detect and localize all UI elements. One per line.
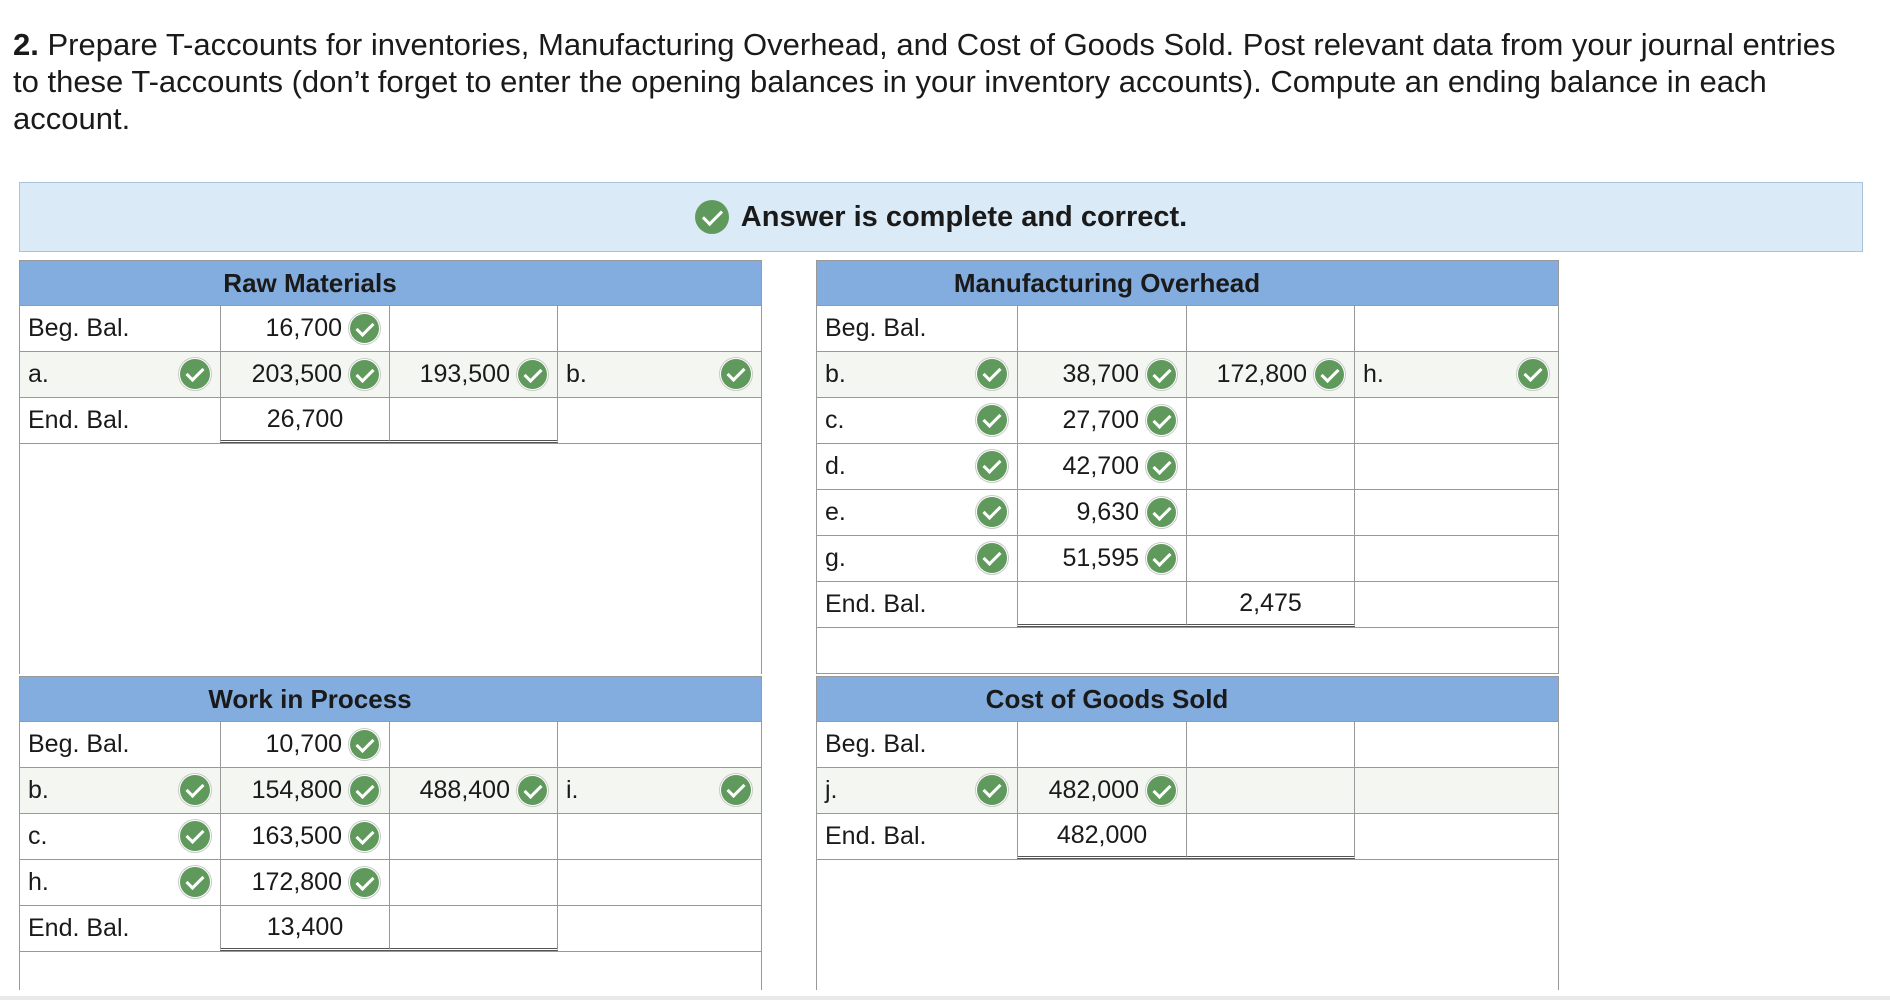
debit-cell[interactable] <box>1017 306 1187 351</box>
t-account-row <box>817 490 1558 536</box>
row-label: c. <box>28 822 48 850</box>
row-label: h. <box>28 868 49 896</box>
t-account-title: Work in Process <box>208 683 412 714</box>
right-label-cell[interactable] <box>558 352 761 397</box>
debit-value: 27,700 <box>1062 406 1139 434</box>
t-account-header <box>817 676 1558 722</box>
row-label: d. <box>825 452 846 480</box>
row-label: e. <box>825 498 846 526</box>
debit-cell[interactable] <box>1017 536 1187 581</box>
ending-balance-debit: 13,400 <box>220 906 390 951</box>
right-label-cell <box>558 398 761 443</box>
check-circle-icon <box>1315 360 1344 389</box>
credit-cell[interactable] <box>390 768 558 813</box>
question-number: 2. <box>13 27 39 62</box>
t-account-row <box>817 722 1558 768</box>
t-account-row <box>20 860 761 906</box>
row-label: c. <box>825 406 845 434</box>
t-account-title: Raw Materials <box>223 267 397 298</box>
right-label: b. <box>566 360 587 388</box>
check-circle-icon <box>350 868 379 897</box>
check-circle-icon <box>518 776 547 805</box>
row-label: g. <box>825 544 846 572</box>
right-label-cell[interactable] <box>1355 352 1558 397</box>
t-account-row <box>20 722 761 768</box>
debit-value: 10,700 <box>265 730 342 758</box>
check-circle-icon <box>350 730 379 759</box>
credit-value: 488,400 <box>419 776 510 804</box>
t-account-row <box>20 398 761 444</box>
t-account-header <box>20 260 761 306</box>
check-circle-icon <box>350 776 379 805</box>
debit-value: 9,630 <box>1076 498 1139 526</box>
right-label-cell <box>558 860 761 905</box>
check-circle-icon <box>350 314 379 343</box>
check-circle-icon <box>977 543 1007 573</box>
check-circle-icon <box>180 867 210 897</box>
row-label: b. <box>28 776 49 804</box>
check-circle-icon <box>518 360 547 389</box>
check-circle-icon <box>350 822 379 851</box>
row-label-cell[interactable] <box>20 768 220 813</box>
debit-cell[interactable] <box>1017 722 1187 767</box>
debit-cell[interactable] <box>220 306 390 351</box>
t-account-row <box>20 814 761 860</box>
debit-value: 38,700 <box>1062 360 1139 388</box>
debit-cell[interactable] <box>220 814 390 859</box>
check-circle-icon <box>977 451 1007 481</box>
t-account-raw-materials <box>19 260 762 674</box>
credit-cell[interactable] <box>1187 768 1355 813</box>
check-circle-icon <box>350 360 379 389</box>
right-label: i. <box>566 776 579 804</box>
t-account-manufacturing-overhead <box>816 260 1559 674</box>
row-label-cell[interactable] <box>817 352 1017 397</box>
row-label: a. <box>28 360 49 388</box>
check-circle-icon <box>977 497 1007 527</box>
right-label-cell <box>558 906 761 951</box>
debit-cell[interactable] <box>220 722 390 767</box>
row-label-cell[interactable] <box>817 444 1017 489</box>
check-circle-icon <box>721 359 751 389</box>
empty-space <box>817 628 1558 674</box>
t-account-row <box>817 768 1558 814</box>
check-circle-icon <box>721 775 751 805</box>
credit-cell[interactable] <box>1187 444 1355 489</box>
debit-value: 163,500 <box>251 822 342 850</box>
right-label-cell <box>1355 536 1558 581</box>
right-label-cell <box>1355 814 1558 859</box>
check-circle-icon <box>1147 776 1176 805</box>
credit-cell[interactable] <box>390 352 558 397</box>
check-circle-icon <box>1147 406 1176 435</box>
row-label: Beg. Bal. <box>28 314 130 342</box>
row-label: End. Bal. <box>28 914 130 942</box>
debit-cell[interactable] <box>1017 352 1187 397</box>
t-account-row <box>20 306 761 352</box>
credit-value: 193,500 <box>419 360 510 388</box>
ending-balance-credit <box>1187 814 1355 859</box>
row-label: j. <box>825 776 838 804</box>
debit-value: 482,000 <box>1048 776 1139 804</box>
check-circle-icon <box>695 200 729 234</box>
row-label-cell[interactable] <box>817 768 1017 813</box>
check-circle-icon <box>977 359 1007 389</box>
answer-status-text: Answer is complete and correct. <box>740 200 1188 233</box>
credit-cell[interactable] <box>390 814 558 859</box>
row-label: End. Bal. <box>28 406 130 434</box>
row-label-cell[interactable] <box>817 490 1017 535</box>
t-account-row <box>817 582 1558 628</box>
question-body: Prepare T-accounts for inventories, Manufacturing Overhead, and Cost of Goods Sold. Post relevant data from your journal entries to these T-accounts (don’t forget to enter the opening balances in your inventory accounts). Compute an ending balance in each account. <box>13 27 1836 136</box>
check-circle-icon <box>977 405 1007 435</box>
check-circle-icon <box>1518 359 1548 389</box>
t-account-title: Cost of Goods Sold <box>985 683 1229 714</box>
check-circle-icon <box>1147 544 1176 573</box>
row-label: Beg. Bal. <box>825 730 927 758</box>
row-label: End. Bal. <box>825 590 927 618</box>
t-account-header <box>20 676 761 722</box>
row-label: b. <box>825 360 846 388</box>
t-account-row <box>20 768 761 814</box>
t-account-header <box>817 260 1558 306</box>
empty-space <box>20 952 761 990</box>
question-text <box>13 26 1863 137</box>
right-label-cell <box>1355 490 1558 535</box>
debit-cell[interactable] <box>1017 398 1187 443</box>
t-account-row <box>20 352 761 398</box>
check-circle-icon <box>1147 360 1176 389</box>
credit-cell[interactable] <box>1187 490 1355 535</box>
t-account-row <box>817 536 1558 582</box>
credit-cell[interactable] <box>1187 352 1355 397</box>
credit-cell[interactable] <box>1187 398 1355 443</box>
t-account-row <box>20 906 761 952</box>
t-account-row <box>817 352 1558 398</box>
debit-cell[interactable] <box>1017 768 1187 813</box>
debit-value: 42,700 <box>1062 452 1139 480</box>
right-label-cell[interactable] <box>558 768 761 813</box>
debit-cell[interactable] <box>220 352 390 397</box>
credit-cell[interactable] <box>390 722 558 767</box>
empty-space <box>20 444 761 674</box>
credit-cell[interactable] <box>1187 306 1355 351</box>
answer-status-banner <box>19 182 1863 252</box>
debit-value: 172,800 <box>251 868 342 896</box>
row-label-cell[interactable] <box>20 352 220 397</box>
check-circle-icon <box>1147 498 1176 527</box>
t-account-row <box>817 814 1558 860</box>
check-circle-icon <box>180 821 210 851</box>
t-account-row <box>817 306 1558 352</box>
check-circle-icon <box>180 359 210 389</box>
t-account-cost-of-goods-sold <box>816 676 1559 990</box>
right-label-cell <box>1355 306 1558 351</box>
credit-value: 172,800 <box>1216 360 1307 388</box>
empty-space <box>817 860 1558 990</box>
t-account-row <box>817 444 1558 490</box>
right-label-cell <box>1355 722 1558 767</box>
t-account-work-in-process <box>19 676 762 990</box>
right-label-cell <box>1355 768 1558 813</box>
right-label-cell <box>1355 582 1558 627</box>
debit-value: 51,595 <box>1062 544 1139 572</box>
t-account-row <box>817 398 1558 444</box>
debit-value: 16,700 <box>265 314 342 342</box>
credit-cell[interactable] <box>1187 536 1355 581</box>
credit-cell[interactable] <box>390 306 558 351</box>
ending-balance-debit: 482,000 <box>1017 814 1187 859</box>
row-label: Beg. Bal. <box>28 730 130 758</box>
debit-cell[interactable] <box>220 860 390 905</box>
row-label: End. Bal. <box>825 822 927 850</box>
ending-balance-credit: 2,475 <box>1187 582 1355 627</box>
check-circle-icon <box>180 775 210 805</box>
ending-balance-debit <box>1017 582 1187 627</box>
debit-cell[interactable] <box>1017 444 1187 489</box>
row-label: Beg. Bal. <box>825 314 927 342</box>
ending-balance-credit <box>390 398 558 443</box>
right-label-cell <box>558 306 761 351</box>
right-label-cell <box>1355 444 1558 489</box>
right-label-cell <box>558 814 761 859</box>
debit-value: 154,800 <box>251 776 342 804</box>
row-label-cell[interactable] <box>817 536 1017 581</box>
right-label-cell <box>1355 398 1558 443</box>
row-label-cell[interactable] <box>817 398 1017 443</box>
page-bottom-border <box>0 996 1890 1000</box>
row-label-cell[interactable] <box>20 860 220 905</box>
t-account-title: Manufacturing Overhead <box>953 267 1261 298</box>
debit-value: 203,500 <box>251 360 342 388</box>
right-label-cell <box>558 722 761 767</box>
check-circle-icon <box>1147 452 1176 481</box>
credit-cell[interactable] <box>390 860 558 905</box>
row-label-cell[interactable] <box>20 814 220 859</box>
debit-cell[interactable] <box>1017 490 1187 535</box>
credit-cell[interactable] <box>1187 722 1355 767</box>
debit-cell[interactable] <box>220 768 390 813</box>
ending-balance-debit: 26,700 <box>220 398 390 443</box>
check-circle-icon <box>977 775 1007 805</box>
right-label: h. <box>1363 360 1384 388</box>
ending-balance-credit <box>390 906 558 951</box>
